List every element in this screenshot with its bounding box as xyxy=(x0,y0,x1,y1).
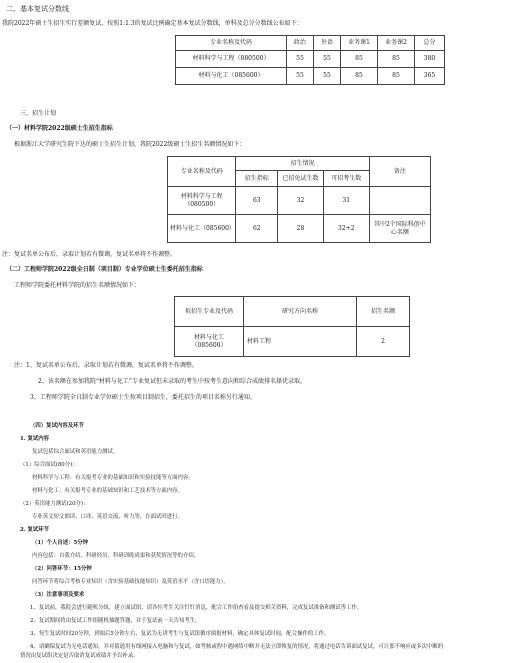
table-row: 材料科学与工程（080500） 55 55 85 85 380 xyxy=(176,51,445,68)
document-page: 二、基本复试分数线 我院2022年硕士生招生实行差额复试，按照1:1.3的复试比例确定基本复试分数线，单科及总分分数线公布如下： 专业名称及代码 政治 外语 业务课1 业务课2 总分 材料科学与工程（080500） 55 55 85 85 380 材料与化工（085600） 55 55 85 85 365 三、招生计划 （一）材料学院2022级硕士生招生指标 根据浙江大学研究生院下达的硕士生招生计划，我院2022级硕士生招生名额情况如下： 专业名称及代码 招生情况 备注 招生指标 已招免试生数 可招考生数 材料科学与工程（080500） 63 32 31 材料与化工（085600） 62 28 32+2 其中2个国际科创中心名额 注：复试名单公布后，录取计划若有微调，复试名单将不作调整。 （二）工程师学院2022级全日制（项目制）专业学位硕士生委托招生指标 工程师学院委托材料学院的招生名额情况如下： 拟招生专业及代码 研究方向名称 招生名额 材料与化工（085600） 材料工程 2 注：1、复试名单公布后，录取计划若有微调，复试名单将不作调整。 2、该名额在参加我院“材料与化工”专业复试但未录取的考生中按考生意向和综合成绩排名择优录取。 3、工程师学院全日制专业学位硕士生按项目制招生，委托招生的项目名称另行通知。 （四）复试内容及环节 1. 复试内容 复试包括综合面试和英语能力测试。 （1）综合面试(80分)： 材料科学与工程：有关报考专业的基础知识和实验技能等方面内容。 材料与化工：有关报考专业的基础知识和工艺技术等方面内容。 （2）英语能力测试(20分)： 专业英文短文朗读、口译、英语交流、听力等，在面试时进行。 2. 复试环节 （1）个人自述：5分钟 内容包括：自我介绍、科研经历、科研训练成果和获奖情况等的介绍。 （2）问答环节：15分钟 问答环节将综合考核专业知识（含实验基础技能知识）及英语水平（含口语能力）。 （3）注意事项及要求 1、复试前，我院会进行随机分组，建立面试组，请各位考生关注钉钉消息，配合工作组查看及提交相关资料，完成复试准备和测试等工作。 2、复试期间将由复试工作组随机抽题答题，并于复试前一天告知考生。 3、每生复试时间20分钟，到阅后5分钟左右，复试为无讲考生与复试组循序阅报材料，确定具体复试时间，配合操作的工作。 4、请确保复试为无电话通知，并对留通用有线网接入电脑和与复试，如考核或程中遇网络中断并无法立即恢复的情况，将通过电话告诉面试复试，可让那不响应或多次中断的 情况由复试组决定是否取消复试成绩并予以补录。 xyxy=(2,5,444,659)
table-row: 材料与化工（085600） 55 55 85 85 365 xyxy=(176,68,445,85)
th-major: 拟招生专业及代码 xyxy=(175,297,244,327)
th-course1: 业务课1 xyxy=(341,36,378,51)
note-2-3: 3、工程师学院全日制专业学位硕士生按项目制招生，委托招生的项目名称另行通知。 xyxy=(30,394,256,401)
th-total: 总分 xyxy=(415,36,445,51)
table-row: 材料与化工（085600） 材料工程 2 xyxy=(175,327,410,357)
quota-table: 专业名称及代码 招生情况 备注 招生指标 已招免试生数 可招考生数 材料科学与工程（080500） 63 32 31 材料与化工（085600） 62 28 32+2 其中2个国际科创中心名额 xyxy=(167,156,431,243)
subsection-2-intro: 工程师学院委托材料学院的招生名额情况如下： xyxy=(14,282,141,289)
th-politics: 政治 xyxy=(287,36,314,51)
th-quota: 招生名额 xyxy=(357,297,410,327)
table-row: 材料科学与工程（080500） 63 32 31 xyxy=(168,187,431,215)
section-3-title: 三、招生计划 xyxy=(20,110,57,117)
steps-heading: 2. 复试环节 xyxy=(20,527,50,533)
section-4-title: （四）复试内容及环节 xyxy=(30,423,84,429)
table-row: 材料与化工（085600） 62 28 32+2 其中2个国际科创中心名额 xyxy=(168,215,431,243)
section-2-intro: 我院2022年硕士生招生实行差额复试，按照1:1.3的复试比例确定基本复试分数线，单科及总分分数线公布如下： xyxy=(2,20,303,27)
subsection-2-title: （二）工程师学院2022级全日制（项目制）专业学位硕士生委托招生指标 xyxy=(6,266,203,273)
content-heading: 1. 复试内容 xyxy=(20,436,50,442)
th-note: 备注 xyxy=(369,157,430,187)
note-1: 注：复试名单公布后，录取计划若有微调，复试名单将不作调整。 xyxy=(2,251,177,258)
th-major: 专业名称及代码 xyxy=(176,36,287,51)
th-direction: 研究方向名称 xyxy=(244,297,357,327)
note-2-2: 2、该名额在参加我院“材料与化工”专业复试但未录取的考生中按考生意向和综合成绩排名择优录取。 xyxy=(38,378,306,385)
section-2-title: 二、基本复试分数线 xyxy=(6,5,69,13)
score-table xyxy=(175,35,445,85)
th-plan: 招生情况 xyxy=(236,157,369,171)
subsection-1-title: （一）材料学院2022级硕士生招生指标 xyxy=(6,125,113,132)
th-course2: 业务课2 xyxy=(378,36,415,51)
engineering-table xyxy=(174,296,410,357)
note-2-1: 注：1、复试名单公布后，录取计划若有微调，复试名单将不作调整。 xyxy=(14,362,198,369)
th-major: 专业名称及代码 xyxy=(168,157,236,187)
subsection-1-intro: 根据浙江大学研究生院下达的硕士生招生计划，我院2022级硕士生招生名额情况如下： xyxy=(14,141,246,148)
th-english: 外语 xyxy=(314,36,341,51)
